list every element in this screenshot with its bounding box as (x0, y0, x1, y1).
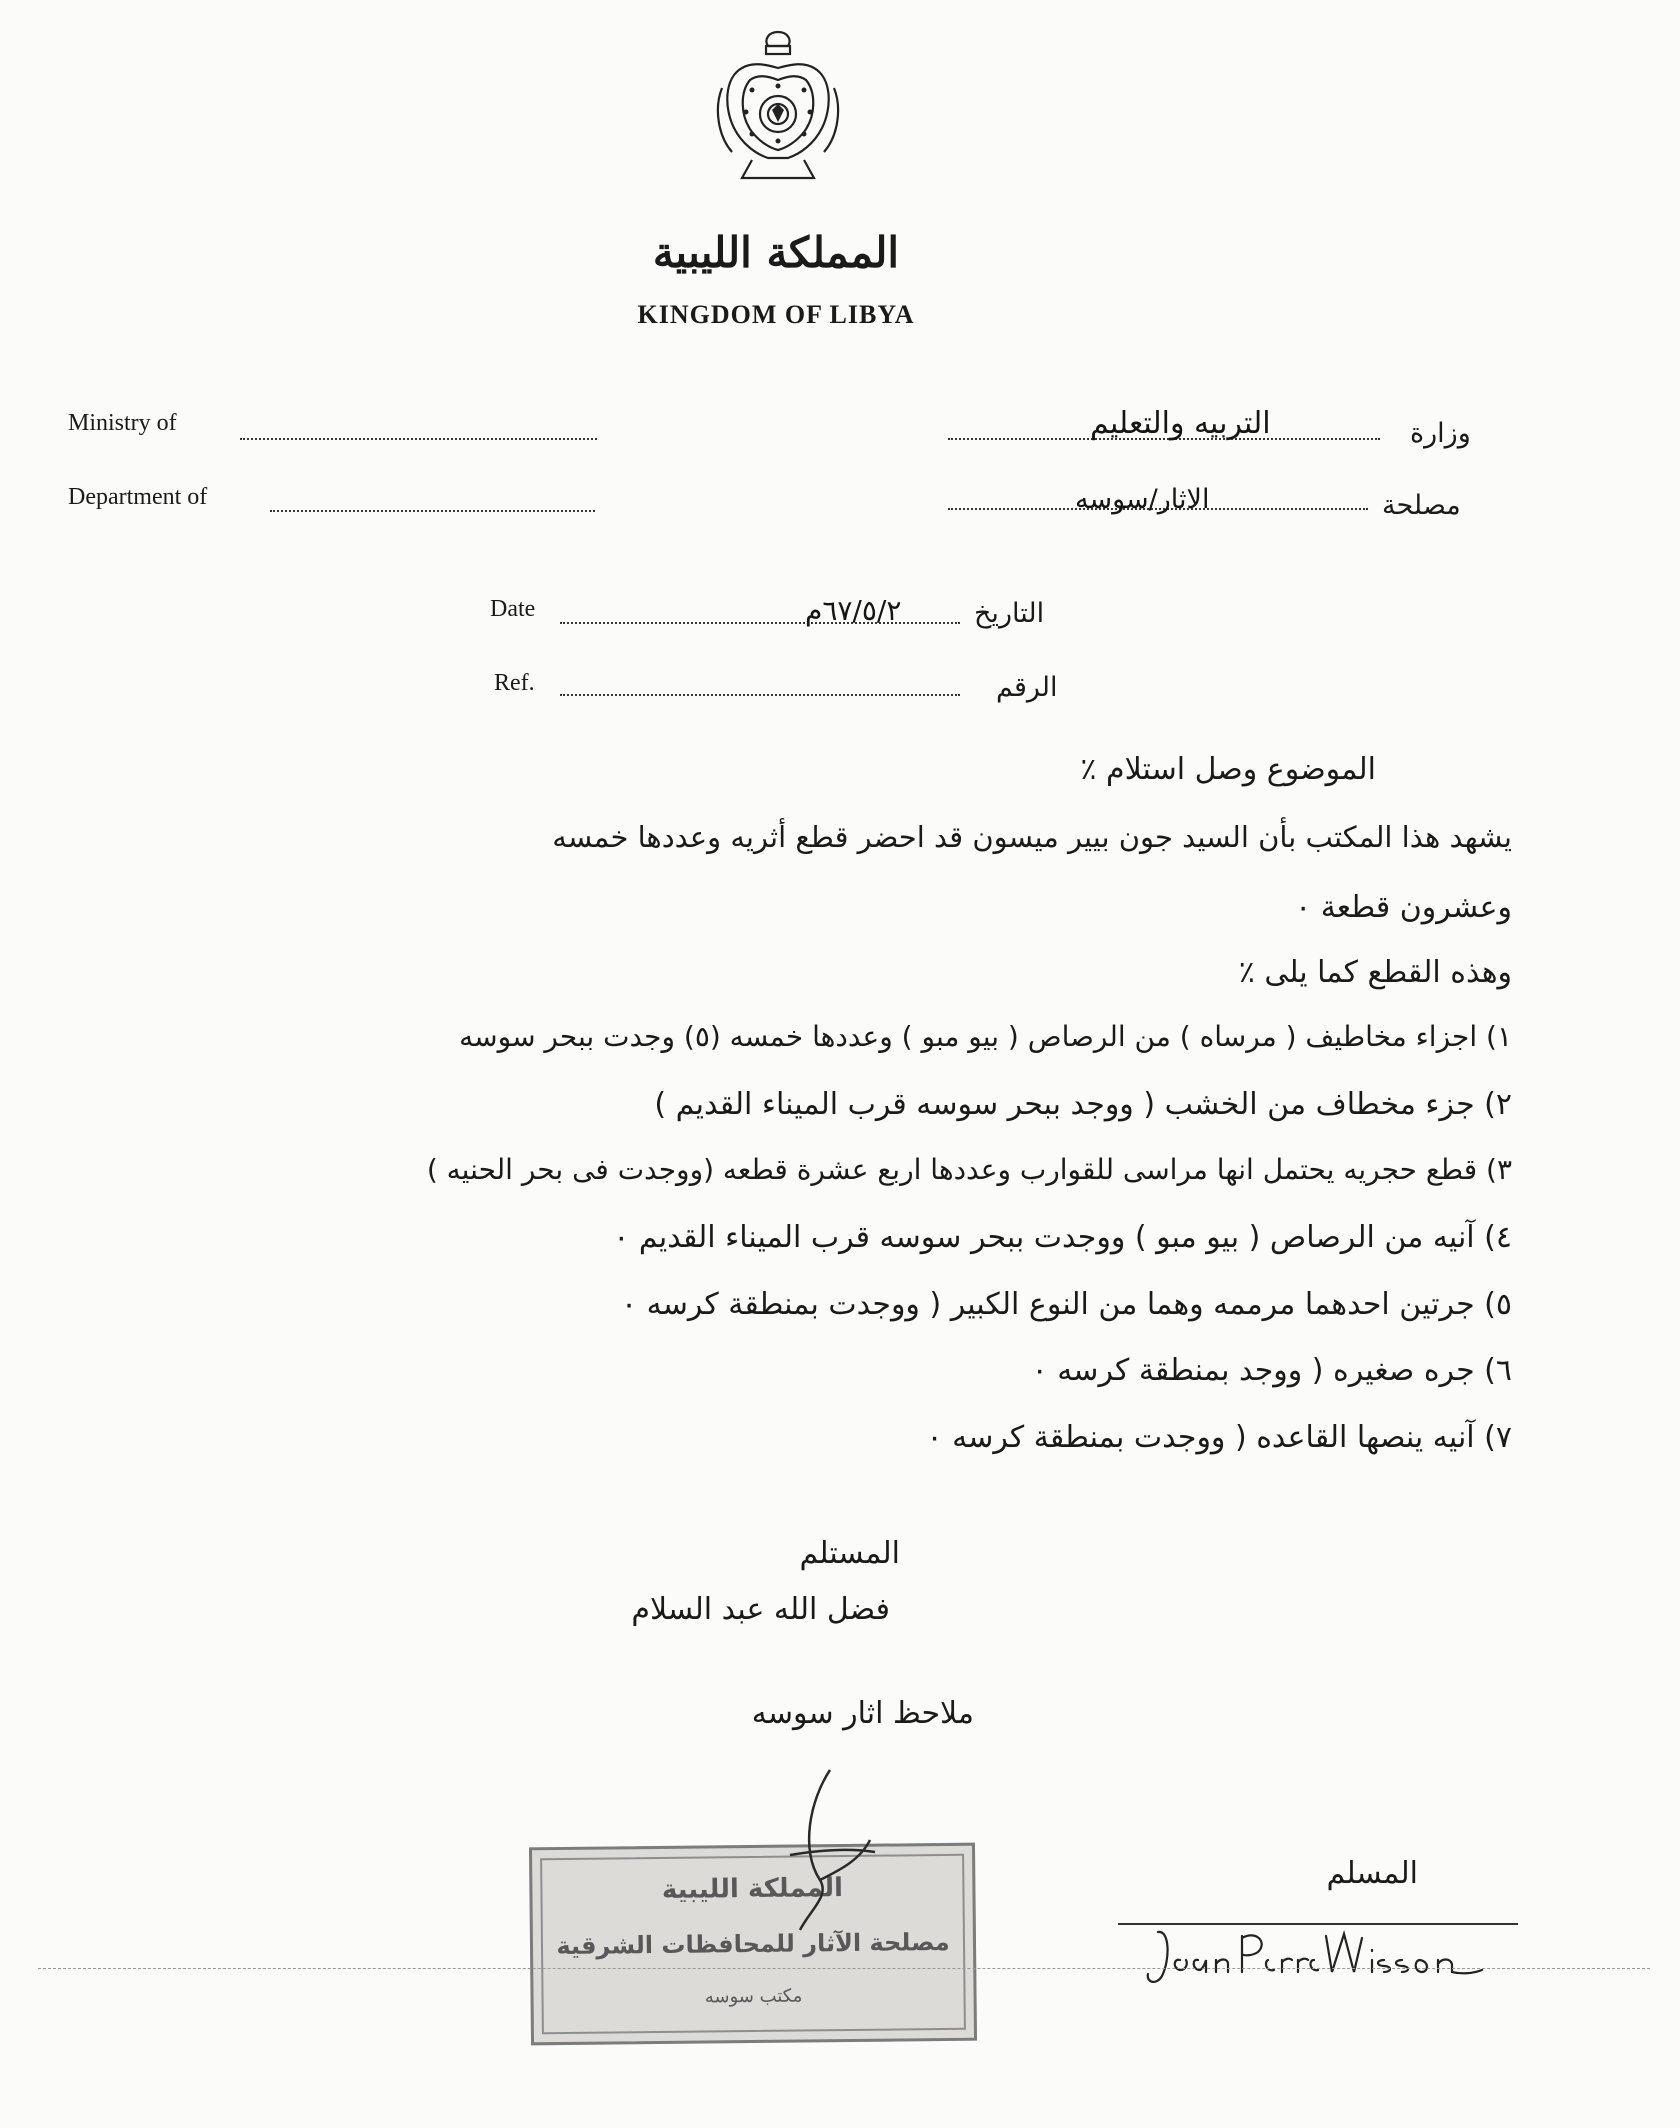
list-item: ٦) جره صغيره ( ووجد بمنطقة كرسه ٠ (1031, 1353, 1512, 1388)
page-divider (38, 1968, 1650, 1969)
ref-label-en: Ref. (494, 670, 535, 696)
ref-dotted-line (560, 694, 960, 696)
stamp-line-3: مكتب سوسه (704, 1985, 803, 2008)
date-value: ٦٧/٥/٢م (805, 594, 902, 627)
list-item: ٣) قطع حجريه يحتمل انها مراسى للقوارب وعددها اربع عشرة قطعه (ووجدت فى بحر الحنيه ) (426, 1153, 1512, 1186)
department-dotted-line (270, 510, 595, 512)
intro-line-2: وعشرون قطعة ٠ (1295, 890, 1512, 925)
receiver-name: فضل الله عبد السلام (631, 1592, 890, 1627)
list-item: ٧) آنيه ينصها القاعده ( ووجدت بمنطقة كرسه ٠ (926, 1420, 1512, 1455)
intro-line-1: يشهد هذا المكتب بأن السيد جون بيير ميسون قد احضر قطع أثريه وعددها خمسه (552, 820, 1512, 854)
stamp-line-2: مصلحة الآثار للمحافظات الشرقية (556, 1927, 950, 1961)
stamp-line-1: المملكة الليبية (661, 1873, 844, 1905)
title-english: KINGDOM OF LIBYA (637, 300, 915, 329)
list-item: ٤) آنيه من الرصاص ( بيو مبو ) ووجدت ببحر سوسه قرب الميناء القديم ٠ (613, 1220, 1512, 1255)
receiver-label: المستلم (799, 1536, 900, 1571)
subject-line: الموضوع وصل استلام ٪ (1080, 752, 1376, 787)
intro-line-3: وهذه القطع كما يلى ٪ (1238, 955, 1512, 990)
department-value-ar: الاثار/سوسه (1075, 484, 1210, 515)
official-stamp (529, 1843, 977, 2046)
department-label-ar: مصلحة (1382, 490, 1461, 521)
ref-label-ar: الرقم (996, 672, 1058, 703)
title-arabic: المملكة الليبية (652, 228, 900, 277)
department-label-en: Department of (68, 484, 208, 510)
list-item: ٢) جزء مخطاف من الخشب ( ووجد ببحر سوسه قرب الميناء القديم ) (654, 1087, 1512, 1122)
ministry-value-ar: التربيه والتعليم (1090, 406, 1271, 441)
list-item: ٥) جرتين احدهما مرممه وهما من النوع الكبير ( ووجدت بمنطقة كرسه ٠ (621, 1287, 1512, 1322)
observer-title: ملاحظ اثار سوسه (751, 1696, 974, 1731)
deliverer-signature (1140, 1920, 1490, 1992)
date-label-ar: التاريخ (974, 598, 1045, 629)
deliverer-label: المسلم (1326, 1856, 1418, 1891)
stamp-signature-scribble (770, 1760, 880, 1960)
ministry-label-en: Ministry of (68, 410, 177, 436)
deliverer-signature-text: Jean Pierre Misson (1140, 1920, 1150, 1921)
ministry-label-ar: وزارة (1410, 418, 1471, 449)
list-item: ١) اجزاء مخاطيف ( مرساه ) من الرصاص ( بيو مبو ) وعددها خمسه (٥) وجدت ببحر سوسه (459, 1020, 1512, 1053)
ministry-dotted-line (240, 438, 597, 440)
date-label-en: Date (490, 596, 536, 622)
kingdom-emblem-icon (712, 28, 844, 183)
